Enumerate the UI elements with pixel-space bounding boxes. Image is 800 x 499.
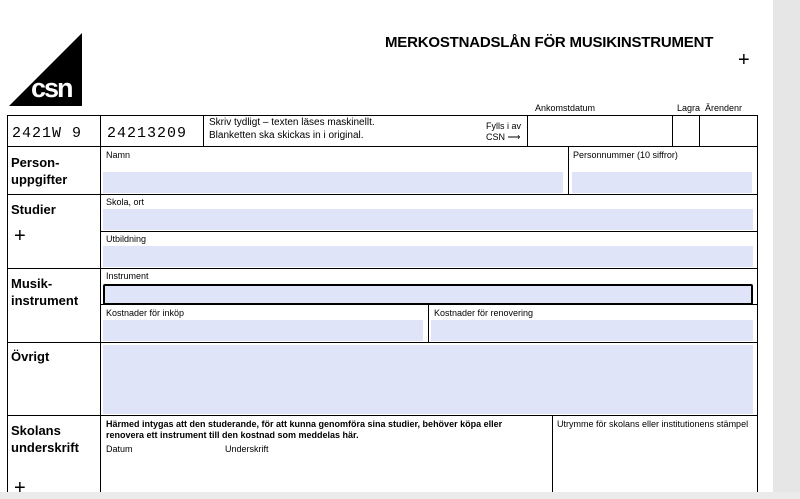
purchase-cost-input[interactable] bbox=[103, 320, 423, 341]
store-label: Lagra bbox=[677, 103, 701, 113]
personal-number-label: Personnummer (10 siffror) bbox=[573, 150, 678, 160]
signature-label: Underskrift bbox=[225, 444, 269, 454]
form-code: 2421W 9 bbox=[12, 125, 83, 142]
divider-line bbox=[428, 304, 429, 342]
instrument-heading-line2: instrument bbox=[11, 293, 79, 308]
divider-line bbox=[552, 415, 553, 492]
stamp-area bbox=[554, 430, 754, 492]
school-input[interactable] bbox=[103, 209, 753, 230]
instrument-label: Instrument bbox=[106, 271, 149, 281]
instructions-line1: Skriv tydligt – texten läses maskinellt. bbox=[209, 117, 375, 128]
person-heading-line1: Person- bbox=[11, 155, 60, 170]
date-field[interactable] bbox=[103, 456, 218, 492]
name-label: Namn bbox=[106, 150, 131, 160]
case-number-box bbox=[700, 115, 756, 146]
renovation-cost-input[interactable] bbox=[431, 320, 753, 341]
purchase-cost-label: Kostnader för inköp bbox=[106, 308, 185, 318]
divider-line bbox=[7, 194, 758, 195]
form-title: MERKOSTNADSLÅN FÖR MUSIKINSTRUMENT bbox=[385, 34, 714, 51]
divider-line bbox=[7, 146, 758, 147]
education-label: Utbildning bbox=[106, 234, 147, 244]
stamp-area-label: Utrymme för skolans eller institutionens stämpel bbox=[557, 419, 749, 429]
fills-in-by-csn-line1: Fylls i av bbox=[486, 121, 522, 131]
person-heading-line2: uppgifter bbox=[11, 172, 68, 187]
studies-plus-mark: + bbox=[14, 225, 26, 247]
instrument-input[interactable] bbox=[103, 284, 753, 305]
other-heading: Övrigt bbox=[11, 349, 50, 364]
divider-line bbox=[100, 115, 101, 492]
divider-line bbox=[7, 415, 758, 416]
divider-line bbox=[7, 115, 758, 116]
received-date-label: Ankomstdatum bbox=[535, 103, 596, 113]
divider-line bbox=[699, 115, 700, 146]
divider-line bbox=[568, 146, 569, 194]
case-number-label: Ärendenr bbox=[705, 103, 743, 113]
divider-line bbox=[7, 342, 758, 343]
school-label: Skola, ort bbox=[106, 197, 145, 207]
renovation-cost-label: Kostnader för renovering bbox=[434, 308, 534, 318]
divider-line bbox=[7, 115, 8, 492]
certification-line1: Härmed intygas att den studerande, för att kunna genomföra sina studier, behöver köpa eller bbox=[106, 419, 503, 429]
form-number: 24213209 bbox=[107, 125, 188, 142]
divider-line bbox=[100, 231, 758, 232]
instrument-heading-line1: Musik- bbox=[11, 276, 53, 291]
csn-logo-text: csn bbox=[31, 73, 72, 103]
vertical-scrollbar[interactable] bbox=[773, 0, 800, 492]
signature-plus-mark: + bbox=[14, 477, 26, 499]
divider-line bbox=[757, 115, 758, 492]
received-date-box bbox=[528, 115, 672, 146]
divider-line bbox=[7, 268, 758, 269]
signature-heading-line2: underskrift bbox=[11, 440, 79, 455]
signature-field[interactable] bbox=[222, 456, 550, 492]
instructions-line2: Blanketten ska skickas in i original. bbox=[209, 130, 364, 141]
store-box bbox=[673, 115, 699, 146]
registration-plus-mark: + bbox=[738, 49, 750, 71]
studies-heading: Studier bbox=[11, 202, 56, 217]
divider-line bbox=[527, 115, 528, 146]
divider-line bbox=[100, 304, 758, 305]
date-label: Datum bbox=[106, 444, 133, 454]
personal-number-input[interactable] bbox=[572, 172, 752, 193]
other-textarea[interactable] bbox=[103, 345, 753, 414]
education-input[interactable] bbox=[103, 246, 753, 267]
divider-line bbox=[203, 115, 204, 146]
fills-in-by-csn-line2: CSN ⟶ bbox=[486, 132, 521, 142]
divider-line bbox=[672, 115, 673, 146]
name-input[interactable] bbox=[103, 172, 563, 193]
certification-line2: renovera ett instrument till den kostnad som meddelas här. bbox=[106, 430, 359, 440]
signature-heading-line1: Skolans bbox=[11, 423, 61, 438]
